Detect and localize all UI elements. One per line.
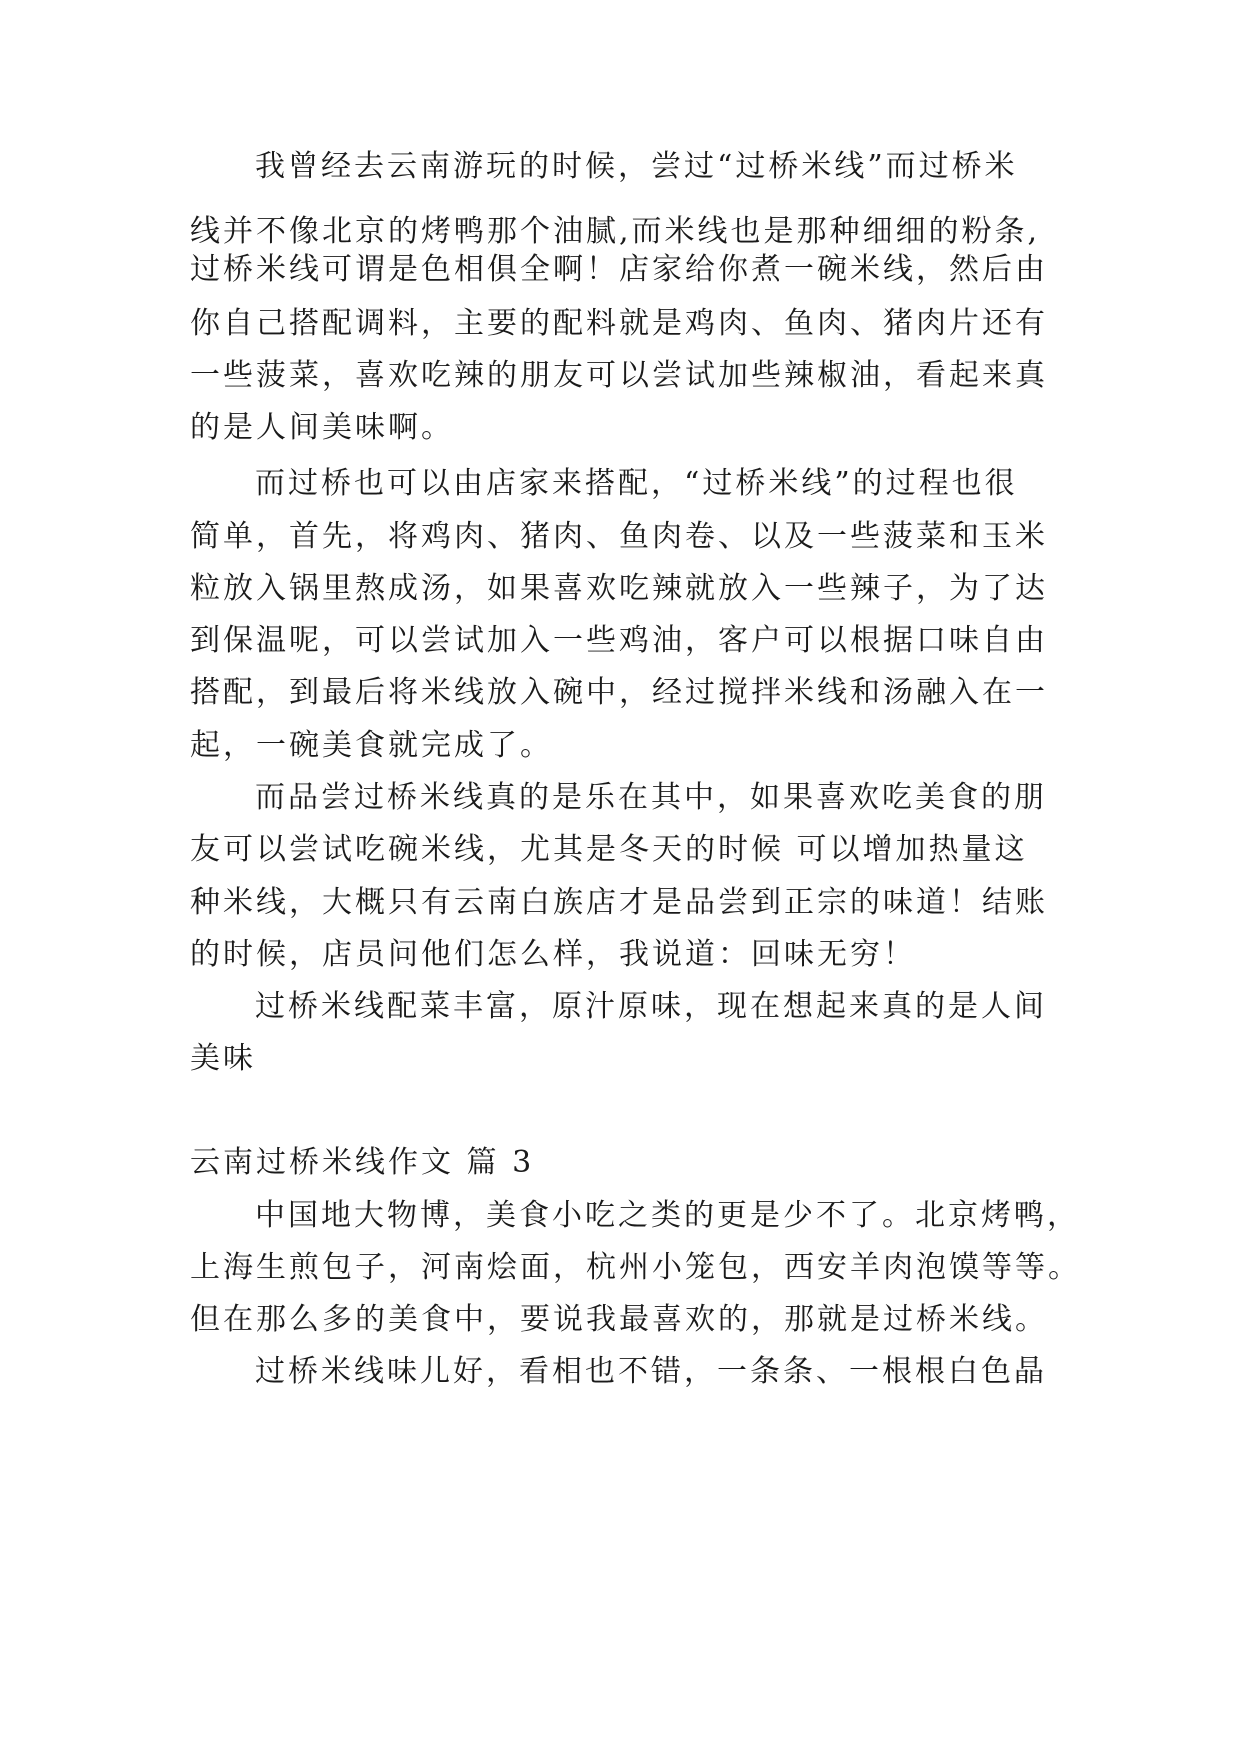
paragraph-1-line-2: 线并不像北京的烤鸭那个油腻,而米线也是那种细细的粉条, [190,214,1041,249]
paragraph-2-line-6: 起，一碗美食就完成了。 [190,728,553,763]
paragraph-1-line-1: 我曾经去云南游玩的时候，尝过“过桥米线”而过桥米 [255,149,1018,184]
paragraph-5-line-1: 中国地大物博，美食小吃之类的更是少不了。北京烤鸭， [255,1198,1080,1233]
paragraph-1-line-3: 过桥米线可谓是色相俱全啊！店家给你煮一碗米线，然后由 [190,252,1048,287]
paragraph-2-line-3: 粒放入锅里熬成汤，如果喜欢吃辣就放入一些辣子，为了达 [190,571,1048,606]
paragraph-1-line-5: 一些菠菜，喜欢吃辣的朋友可以尝试加些辣椒油，看起来真 [190,358,1048,393]
paragraph-2-line-5: 搭配，到最后将米线放入碗中，经过搅拌米线和汤融入在一 [190,675,1048,710]
paragraph-2-line-4: 到保温呢，可以尝试加入一些鸡油，客户可以根据口味自由 [190,623,1048,658]
paragraph-4-line-2: 美味 [190,1041,256,1076]
paragraph-1-line-4: 你自己搭配调料，主要的配料就是鸡肉、鱼肉、猪肉片还有 [190,306,1048,341]
paragraph-3-line-2: 友可以尝试吃碗米线，尤其是冬天的时候 可以增加热量这 [190,832,1028,867]
paragraph-5-line-2: 上海生煎包子，河南烩面，杭州小笼包，西安羊肉泡馍等等。 [190,1250,1081,1285]
paragraph-6-line-1: 过桥米线味儿好，看相也不错，一条条、一根根白色晶 [255,1354,1047,1389]
paragraph-1-line-6: 的是人间美味啊。 [190,410,454,445]
paragraph-5-line-3: 但在那么多的美食中，要说我最喜欢的，那就是过桥米线。 [190,1302,1048,1337]
section-heading: 云南过桥米线作文 篇 3 [190,1145,535,1180]
paragraph-2-line-1: 而过桥也可以由店家来搭配，“过桥米线”的过程也很 [255,466,1018,501]
paragraph-3-line-3: 种米线，大概只有云南白族店才是品尝到正宗的味道！结账 [190,885,1048,920]
paragraph-4-line-1: 过桥米线配菜丰富，原汁原味，现在想起来真的是人间 [255,989,1047,1024]
paragraph-3-line-4: 的时候，店员问他们怎么样，我说道：回味无穷！ [190,937,916,972]
paragraph-2-line-2: 简单，首先，将鸡肉、猪肉、鱼肉卷、以及一些菠菜和玉米 [190,519,1048,554]
paragraph-3-line-1: 而品尝过桥米线真的是乐在其中，如果喜欢吃美食的朋 [255,780,1047,815]
